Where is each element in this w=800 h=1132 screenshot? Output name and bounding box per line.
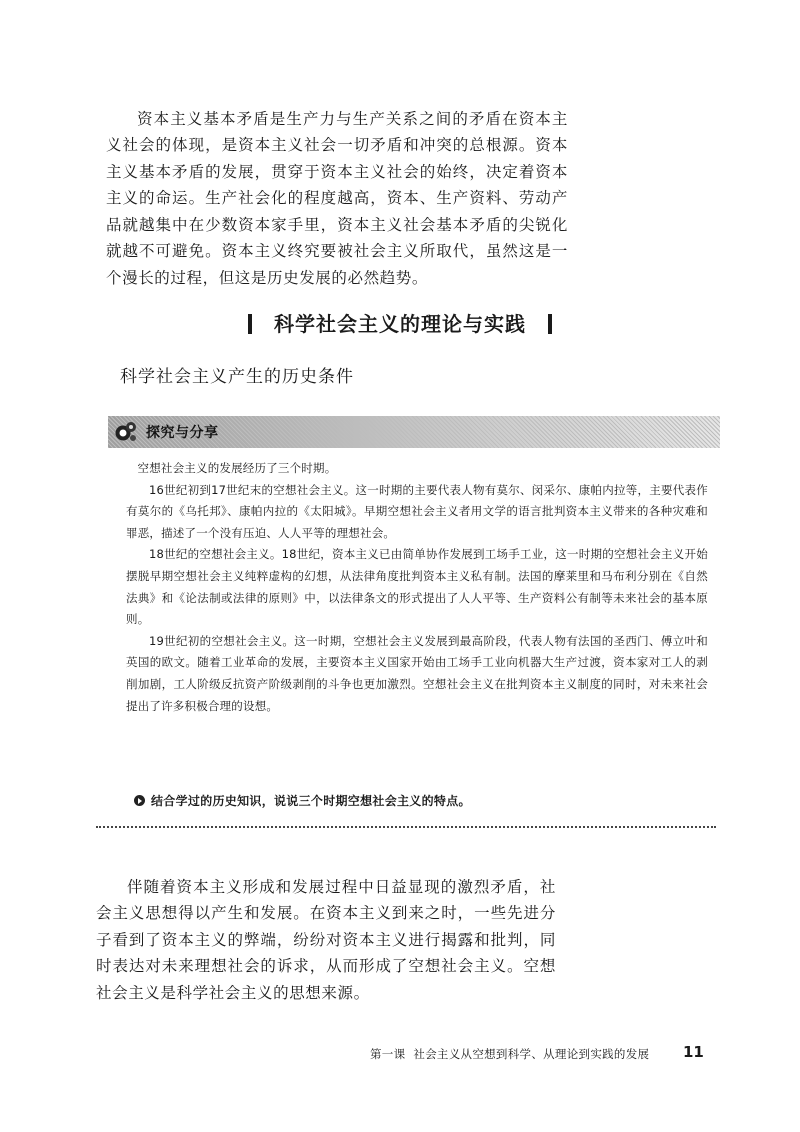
section-heading — [0, 308, 800, 337]
footer-lesson-title: 社会主义从空想到科学、从理论到实践的发展 — [413, 1047, 650, 1061]
subsection-heading: 科学社会主义产生的历史条件 — [120, 367, 354, 387]
closing-paragraph: 伴随着资本主义形成和发展过程中日益显现的激烈矛盾，社会主义思想得以产生和发展。在资本主义到来之时，一些先进分子看到了资本主义的弊端，纷纷对资本主义进行揭露和批判，同时表达对未来理想社会的诉求，从而形成了空想社会主义。空想社会主义是科学社会主义的思想来源。 — [96, 877, 556, 1002]
explore-box-title: 探究与分享 — [146, 425, 219, 441]
page-footer — [370, 1046, 649, 1062]
explore-box-body — [126, 458, 708, 717]
explore-box-header — [108, 416, 720, 448]
play-bullet-icon — [134, 795, 145, 806]
explore-paragraph: 18世纪的空想社会主义。18世纪，资本主义已由简单协作发展到工场手工业，这一时期的空想社会主义开始摆脱早期空想社会主义纯粹虚构的幻想，从法律角度批判资本主义私有制。法国的摩莱里和马布利分别在《自然法典》和《论法制或法律的原则》中，以法律条文的形式提出了人人平等、生产资料公有制等未来社会的基本原则。 — [126, 547, 708, 627]
explore-icon — [114, 420, 138, 444]
page-number: 11 — [683, 1043, 704, 1061]
dotted-divider — [96, 826, 716, 828]
discussion-question-text: 结合学过的历史知识，说说三个时期空想社会主义的特点。 — [151, 794, 471, 808]
heading-bar-right — [548, 314, 552, 334]
heading-bar-left — [248, 314, 252, 334]
explore-paragraph: 19世纪初的空想社会主义。这一时期，空想社会主义发展到最高阶段，代表人物有法国的圣西门、傅立叶和英国的欧文。随着工业革命的发展，主要资本主义国家开始由工场手工业向机器大生产过渡，资本家对工人的剥削加剧，工人阶级反抗资产阶级剥削的斗争也更加激烈。空想社会主义在批判资本主义制度的同时，对未来社会提出了许多积极合理的设想。 — [126, 633, 708, 713]
explore-paragraph: 空想社会主义的发展经历了三个时期。 — [137, 461, 337, 475]
section-heading-text: 科学社会主义的理论与实践 — [274, 312, 526, 336]
discussion-question — [134, 792, 471, 809]
footer-lesson: 第一课 — [370, 1047, 406, 1061]
intro-paragraph: 资本主义基本矛盾是生产力与生产关系之间的矛盾在资本主义社会的体现，是资本主义社会一切矛盾和冲突的总根源。资本主义基本矛盾的发展，贯穿于资本主义社会的始终，决定着资本主义的命运。生产社会化的程度越高，资本、生产资料、劳动产品就越集中在少数资本家手里，资本主义社会基本矛盾的尖锐化就越不可避免。资本主义终究要被社会主义所取代，虽然这是一个漫长的过程，但这是历史发展的必然趋势。 — [106, 109, 568, 287]
explore-paragraph: 16世纪初到17世纪末的空想社会主义。这一时期的主要代表人物有莫尔、闵采尔、康帕内拉等，主要代表作有莫尔的《乌托邦》、康帕内拉的《太阳城》。早期空想社会主义者用文学的语言批判资本主义带来的各种灾难和罪恶，描述了一个没有压迫、人人平等的理想社会。 — [126, 482, 708, 540]
